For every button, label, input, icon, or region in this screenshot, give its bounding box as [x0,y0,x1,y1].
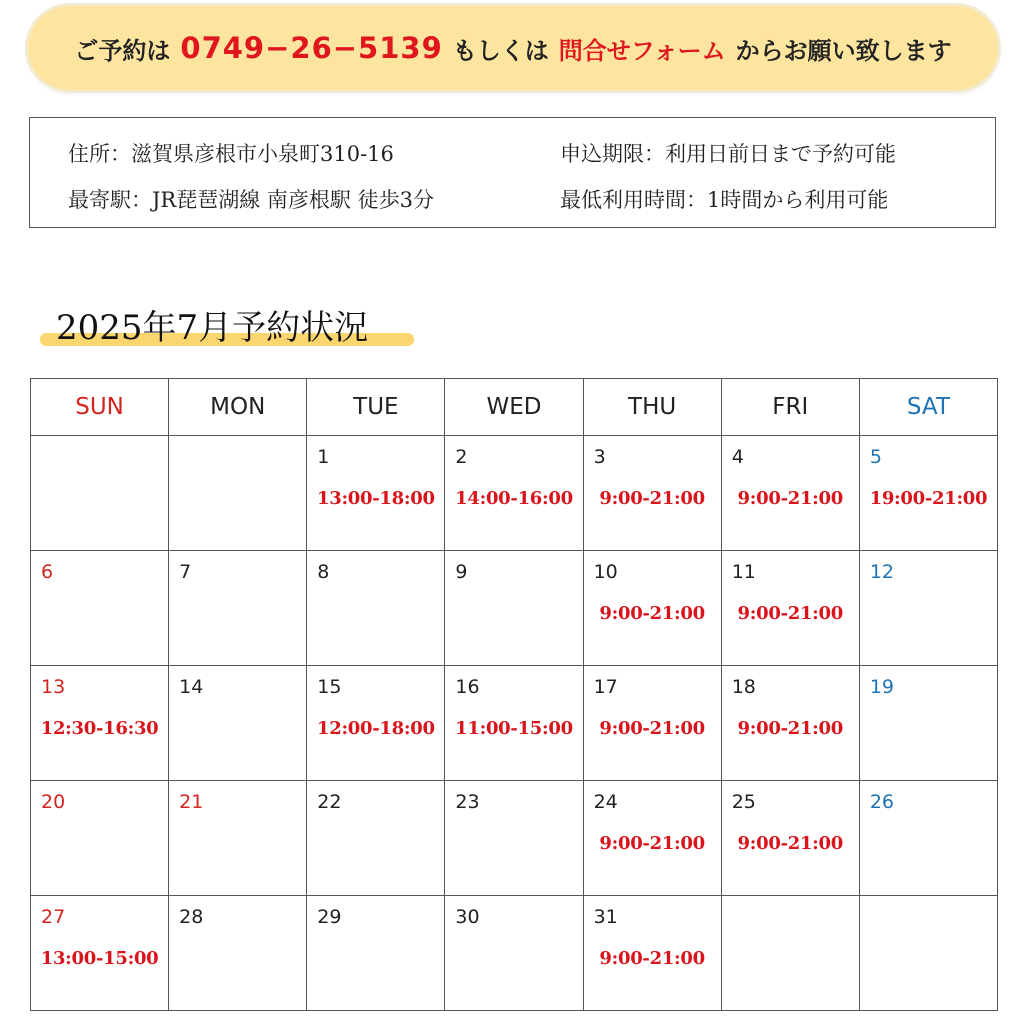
calendar-day-cell[interactable] [583,781,721,896]
available-time-slot: 19:00-21:00 [869,488,988,509]
calendar-day-cell[interactable] [583,896,721,1011]
calendar-day-cell[interactable] [445,436,583,551]
reservation-calendar [30,378,998,1011]
reservation-banner [28,6,998,90]
day-number: 12 [869,561,895,583]
day-number: 22 [317,791,342,813]
calendar-day-cell[interactable] [859,666,997,781]
calendar-day-cell[interactable] [169,551,307,666]
banner-prefix: ご予約は [74,36,171,65]
day-number: 24 [593,791,618,813]
calendar-day-cell[interactable] [307,781,445,896]
day-number: 8 [317,561,330,583]
info-box [29,117,996,228]
contact-form-link[interactable]: 問合せフォーム [558,36,726,65]
available-time-slot: 9:00-21:00 [599,718,705,739]
available-time-slot: 9:00-21:00 [599,488,705,509]
calendar-day-cell [721,896,859,1011]
calendar-day-cell[interactable] [169,896,307,1011]
header-mon: MON [169,379,307,436]
calendar-title: 2025年7月予約状況 [56,308,369,348]
day-number: 23 [455,791,480,813]
day-number: 30 [455,906,480,928]
header-fri: FRI [721,379,859,436]
available-time-slot: 9:00-21:00 [599,833,705,854]
day-number: 14 [179,676,204,698]
station-text: 最寄駅：JR琵琶湖線 南彦根駅 徒歩3分 [68,188,434,212]
header-thu: THU [583,379,721,436]
day-number: 29 [317,906,342,928]
calendar-day-cell[interactable] [31,666,169,781]
day-number: 28 [179,906,204,928]
available-time-slot: 9:00-21:00 [737,488,843,509]
day-number: 11 [731,561,756,583]
available-time-slot: 13:00-18:00 [317,488,435,509]
calendar-day-cell[interactable] [859,551,997,666]
calendar-day-cell[interactable] [307,666,445,781]
calendar-day-cell[interactable] [721,436,859,551]
day-number: 21 [179,791,204,813]
calendar-day-cell[interactable] [307,896,445,1011]
day-number: 18 [731,676,756,698]
calendar-day-cell[interactable] [31,781,169,896]
available-time-slot: 9:00-21:00 [599,948,705,969]
header-sat: SAT [859,379,997,436]
calendar-day-cell [31,436,169,551]
calendar-day-cell[interactable] [445,666,583,781]
day-number: 15 [317,676,342,698]
available-time-slot: 9:00-21:00 [599,603,705,624]
day-number: 5 [869,446,882,468]
available-time-slot: 9:00-21:00 [737,833,843,854]
day-number: 13 [41,676,66,698]
day-number: 16 [455,676,480,698]
calendar-day-cell[interactable] [169,781,307,896]
calendar-day-cell[interactable] [31,551,169,666]
day-number: 1 [317,446,330,468]
calendar-day-cell[interactable] [859,781,997,896]
calendar-day-cell[interactable] [583,436,721,551]
day-number: 19 [869,676,895,698]
address-text: 住所：滋賀県彦根市小泉町310-16 [68,142,394,166]
available-time-slot: 11:00-15:00 [455,718,573,739]
calendar-day-cell [169,436,307,551]
day-number: 17 [593,676,618,698]
calendar-day-cell [859,896,997,1011]
calendar-day-cell[interactable] [445,781,583,896]
available-time-slot: 9:00-21:00 [737,603,843,624]
day-number: 2 [455,446,468,468]
calendar-week-row [31,666,998,781]
day-number: 3 [593,446,606,468]
day-number: 9 [455,561,468,583]
header-sun: SUN [31,379,169,436]
calendar-week-row [31,781,998,896]
day-number: 10 [593,561,618,583]
available-time-slot: 13:00-15:00 [40,948,159,969]
available-time-slot: 9:00-21:00 [737,718,843,739]
header-wed: WED [445,379,583,436]
calendar-day-cell[interactable] [169,666,307,781]
day-number: 31 [593,906,618,928]
day-number: 6 [41,561,54,583]
calendar-day-cell[interactable] [721,666,859,781]
day-number: 26 [869,791,895,813]
day-number: 27 [41,906,66,928]
calendar-day-cell[interactable] [307,436,445,551]
available-time-slot: 14:00-16:00 [455,488,573,509]
calendar-day-cell[interactable] [445,896,583,1011]
calendar-day-cell[interactable] [31,896,169,1011]
available-time-slot: 12:30-16:30 [40,718,159,739]
calendar-week-row [31,551,998,666]
day-number: 4 [731,446,744,468]
min-time-text: 最低利用時間：1時間から利用可能 [560,188,889,212]
calendar-day-cell[interactable] [583,551,721,666]
day-number: 25 [731,791,756,813]
calendar-week-row [31,436,998,551]
deadline-text: 申込期限：利用日前日まで予約可能 [560,142,896,166]
calendar-day-cell[interactable] [859,436,997,551]
calendar-day-cell[interactable] [721,781,859,896]
calendar-week-row [31,896,998,1011]
banner-suffix: からお願い致します [735,36,952,65]
calendar-day-cell[interactable] [583,666,721,781]
banner-middle: もしくは [452,36,549,65]
phone-number-link[interactable]: 0749−26−5139 [180,31,443,65]
calendar-day-cell[interactable] [445,551,583,666]
available-time-slot: 12:00-18:00 [317,718,435,739]
day-number: 7 [179,561,192,583]
header-tue: TUE [307,379,445,436]
calendar-header-row [31,379,998,436]
calendar-day-cell[interactable] [307,551,445,666]
day-number: 20 [41,791,66,813]
calendar-day-cell[interactable] [721,551,859,666]
